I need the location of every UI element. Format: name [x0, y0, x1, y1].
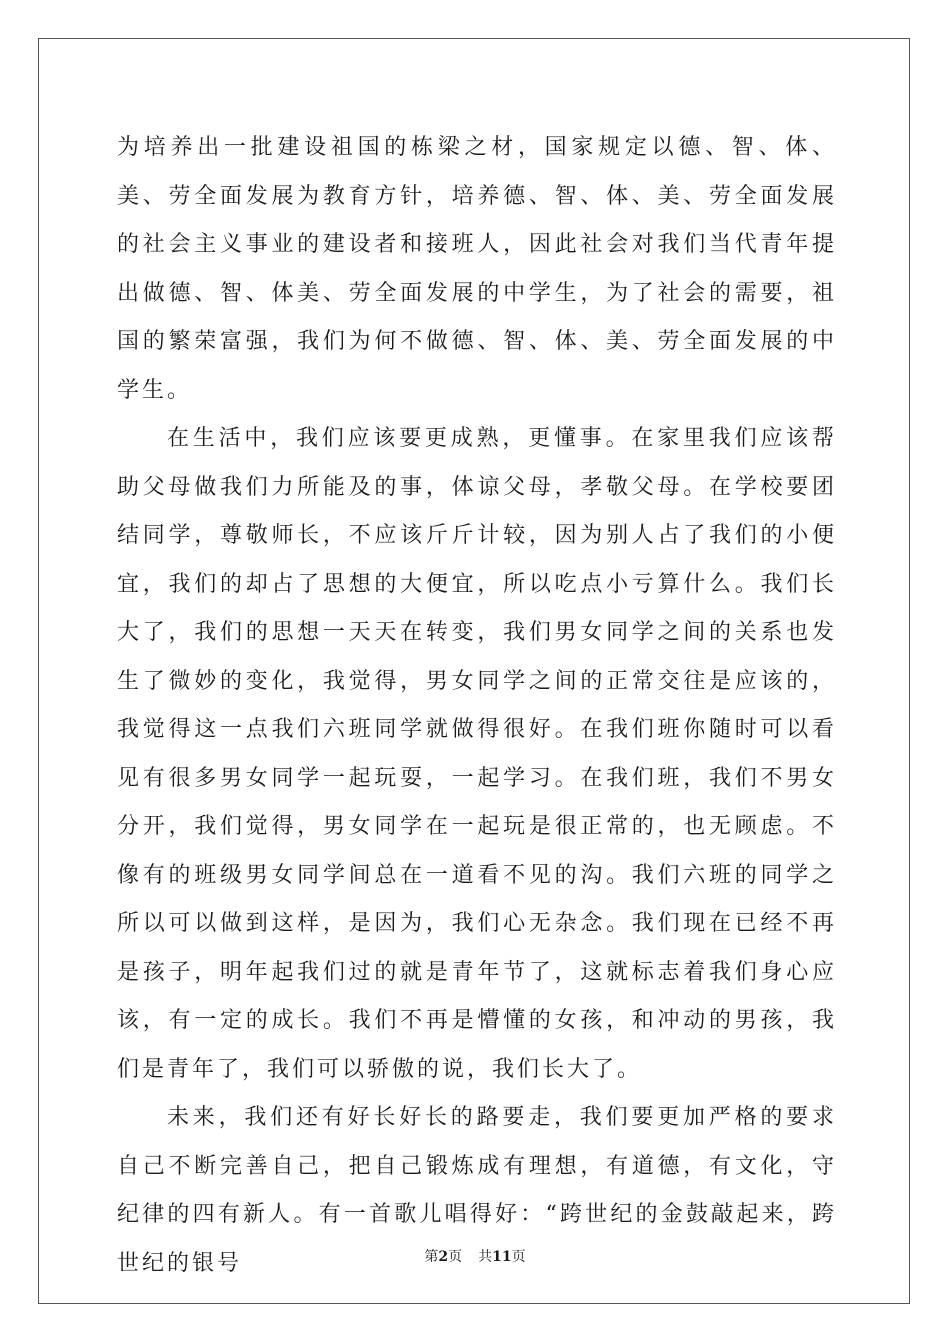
- page-suffix: 页: [448, 1249, 463, 1265]
- paragraph-3: 未来，我们还有好长好长的路要走，我们要更加严格的要求自己不断完善自己，把自己锻炼成有理想，有道德，有文化，守纪律的四有新人。有一首歌儿唱得好：“跨世纪的金鼓敲起来，跨世纪的银号: [117, 1105, 837, 1276]
- total-pages: 11: [492, 1249, 512, 1265]
- paragraph-2: 在生活中，我们应该要更成熟，更懂事。在家里我们应该帮助父母做我们力所能及的事，体谅父母，孝敬父母。在学校要团结同学，尊敬师长，不应该斤斤计较，因为别人占了我们的小便宜，我们的却占了思想的大便宜，所以吃点小亏算什么。我们长大了，我们的思想一天天在转变，我们男女同学之间的关系也发生了微妙的变化，我觉得，男女同学之间的正常交往是应该的，我觉得这一点我们六班同学就做得很好。在我们班你随时可以看见有很多男女同学一起玩耍，一起学习。在我们班，我们不男女分开，我们觉得，男女同学在一起玩是很正常的，也无顾虑。不像有的班级男女同学间总在一道看不见的沟。我们六班的同学之所以可以做到这样，是因为，我们心无杂念。我们现在已经不再是孩子，明年起我们过的就是青年节了，这就标志着我们身心应该，有一定的成长。我们不再是懵懂的女孩，和冲动的男孩，我们是青年了，我们可以骄傲的说，我们长大了。: [117, 426, 837, 1082]
- paragraph-1: 为培养出一批建设祖国的栋梁之材，国家规定以德、智、体、美、劳全面发展为教育方针，培养德、智、体、美、劳全面发展的社会主义事业的建设者和接班人，因此社会对我们当代青年提出做德、智、体美、劳全面发展的中学生，为了社会的需要，祖国的繁荣富强，我们为何不做德、智、体、美、劳全面发展的中学生。: [117, 135, 837, 403]
- page-footer: [0, 1246, 950, 1266]
- page-number: 2: [438, 1249, 449, 1265]
- page-prefix: 第: [424, 1249, 439, 1265]
- total-prefix: 共: [478, 1249, 493, 1265]
- total-suffix: 页: [511, 1249, 526, 1265]
- document-body: [117, 124, 837, 1288]
